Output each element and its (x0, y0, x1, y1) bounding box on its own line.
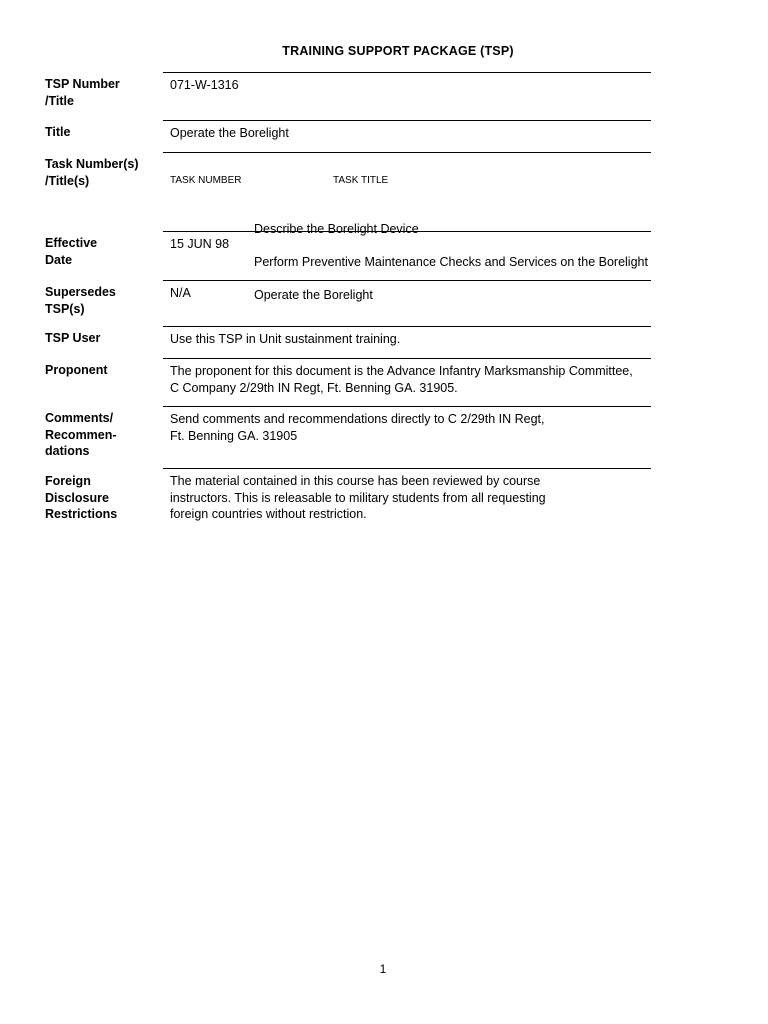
page-number: 1 (379, 962, 387, 976)
task-title-item: Perform Preventive Maintenance Checks and Services on the Borelight (254, 254, 648, 269)
title-value: Operate the Borelight (163, 120, 651, 142)
document-title: TRAINING SUPPORT PACKAGE (TSP) (282, 44, 514, 58)
supersedes-value: N/A (163, 280, 651, 302)
tsp-user-value: Use this TSP in Unit sustainment training. (163, 326, 651, 348)
task-title-header: TASK TITLE (333, 174, 389, 186)
tasks-label: Task Number(s) /Title(s) (45, 157, 139, 188)
proponent-label: Proponent (45, 363, 108, 377)
tsp-number-value: 071-W-1316 (163, 72, 651, 94)
proponent-value: The proponent for this document is the Advance Infantry Marksmanship Committee, C Company 2/29th IN Regt, Ft. Benning GA. 31905. (163, 358, 651, 396)
tsp-number-label: TSP Number /Title (45, 77, 120, 108)
supersedes-label: Supersedes TSP(s) (45, 285, 116, 316)
title-label: Title (45, 125, 71, 139)
foreign-disclosure-value: The material contained in this course has been reviewed by course instructors. This is releasable to military students from all requesting foreign countries without restriction. (170, 474, 546, 521)
effective-date-label: Effective Date (45, 236, 98, 267)
comments-value: Send comments and recommendations directly to C 2/29th IN Regt, Ft. Benning GA. 31905 (163, 406, 651, 444)
task-title-item: Operate the Borelight (254, 287, 373, 302)
task-number-header: TASK NUMBER (170, 174, 242, 186)
comments-label: Comments/ Recommen- dations (45, 411, 117, 458)
effective-date-value: 15 JUN 98 (163, 231, 651, 253)
task-title-item: Describe the Borelight Device (254, 221, 419, 236)
task-column-headers (170, 174, 651, 188)
task-title-list (254, 204, 651, 320)
tsp-user-label: TSP User (45, 331, 101, 345)
foreign-disclosure-label: Foreign Disclosure Restrictions (45, 474, 118, 521)
